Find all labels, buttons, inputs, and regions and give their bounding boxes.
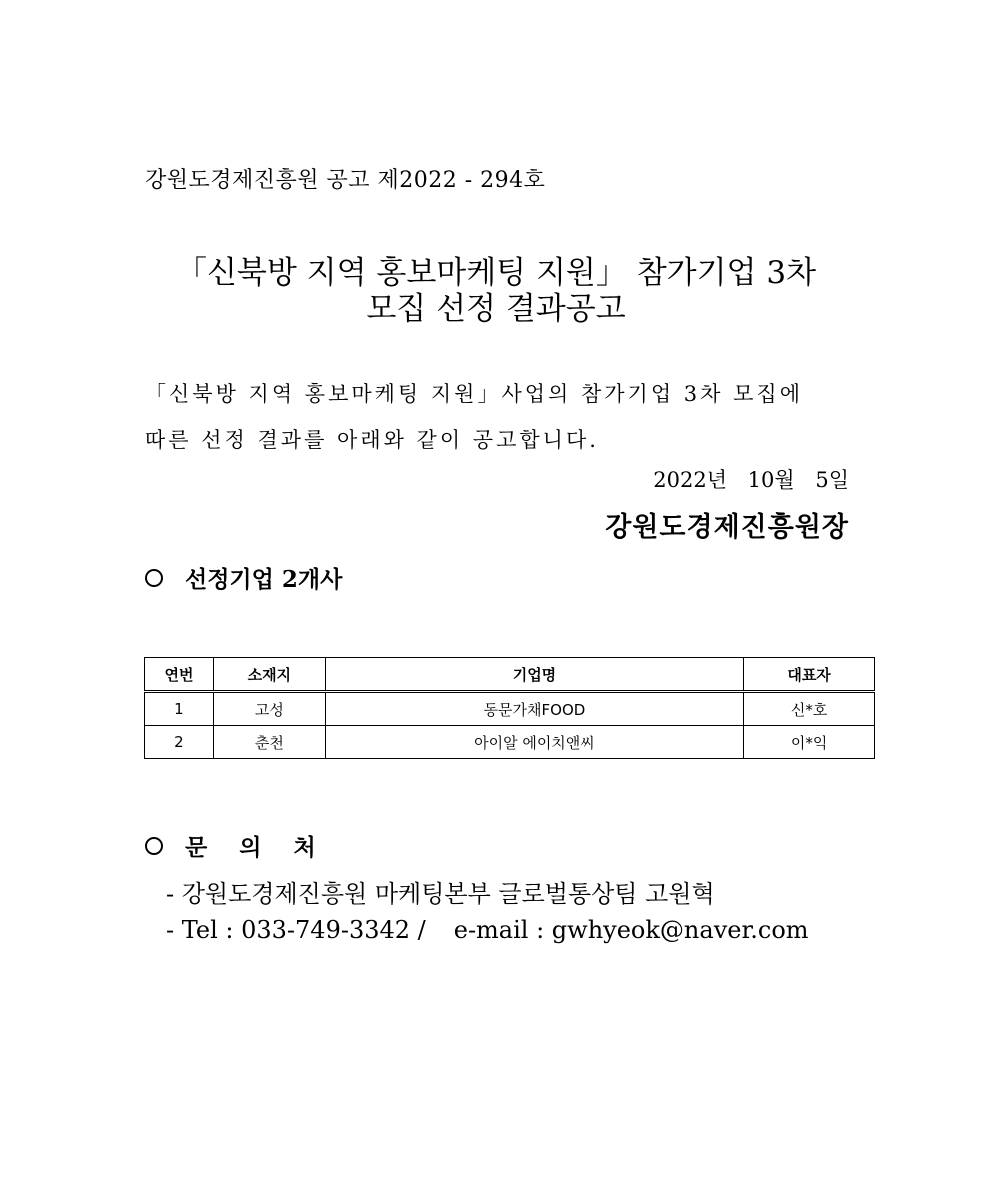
announcement-date: 2022년 10월 5일	[653, 468, 849, 492]
contact-tel: - Tel : 033-749-3342 /	[166, 916, 426, 944]
document-title-line-2: 모집 선정 결과공고	[366, 291, 626, 327]
cell-representative: 신*호	[744, 692, 875, 726]
cell-number: 1	[145, 692, 214, 726]
issuer-name: 강원도경제진흥원장	[605, 512, 849, 543]
document-title-line-1: 「신북방 지역 홍보마케팅 지원」 참가기업 3차	[175, 255, 817, 291]
cell-company: 동문가채FOOD	[325, 692, 743, 726]
contact-department-line: - 강원도경제진흥원 마케팅본부 글로벌통상팀 고원혁	[166, 880, 715, 908]
selected-companies-heading-text: 선정기업 2개사	[185, 566, 343, 593]
table-row	[145, 692, 875, 726]
contact-heading-text: 문 의 처	[185, 834, 328, 861]
contact-heading	[145, 829, 328, 862]
cell-representative: 이*익	[744, 726, 875, 759]
cell-company: 아이알 에이치앤씨	[325, 726, 743, 759]
cell-number: 2	[145, 726, 214, 759]
cell-location: 고성	[213, 692, 325, 726]
circle-bullet-icon	[145, 837, 163, 855]
body-text-line-1: 「신북방 지역 홍보마케팅 지원」사업의 참가기업 3차 모집에	[145, 382, 803, 406]
circle-bullet-icon	[145, 569, 163, 587]
table-row	[145, 726, 875, 759]
body-text-line-2: 따른 선정 결과를 아래와 같이 공고합니다.	[145, 428, 599, 452]
cell-location: 춘천	[213, 726, 325, 759]
column-header-representative: 대표자	[744, 658, 875, 692]
table-header-row	[145, 658, 875, 692]
contact-email: e-mail : gwhyeok@naver.com	[453, 916, 809, 944]
column-header-location: 소재지	[213, 658, 325, 692]
column-header-company: 기업명	[325, 658, 743, 692]
selected-companies-table	[144, 657, 875, 759]
contact-tel-email-line	[166, 916, 809, 944]
notice-number: 강원도경제진흥원 공고 제2022 - 294호	[145, 168, 546, 193]
column-header-number: 연번	[145, 658, 214, 692]
selected-companies-heading	[145, 561, 342, 594]
